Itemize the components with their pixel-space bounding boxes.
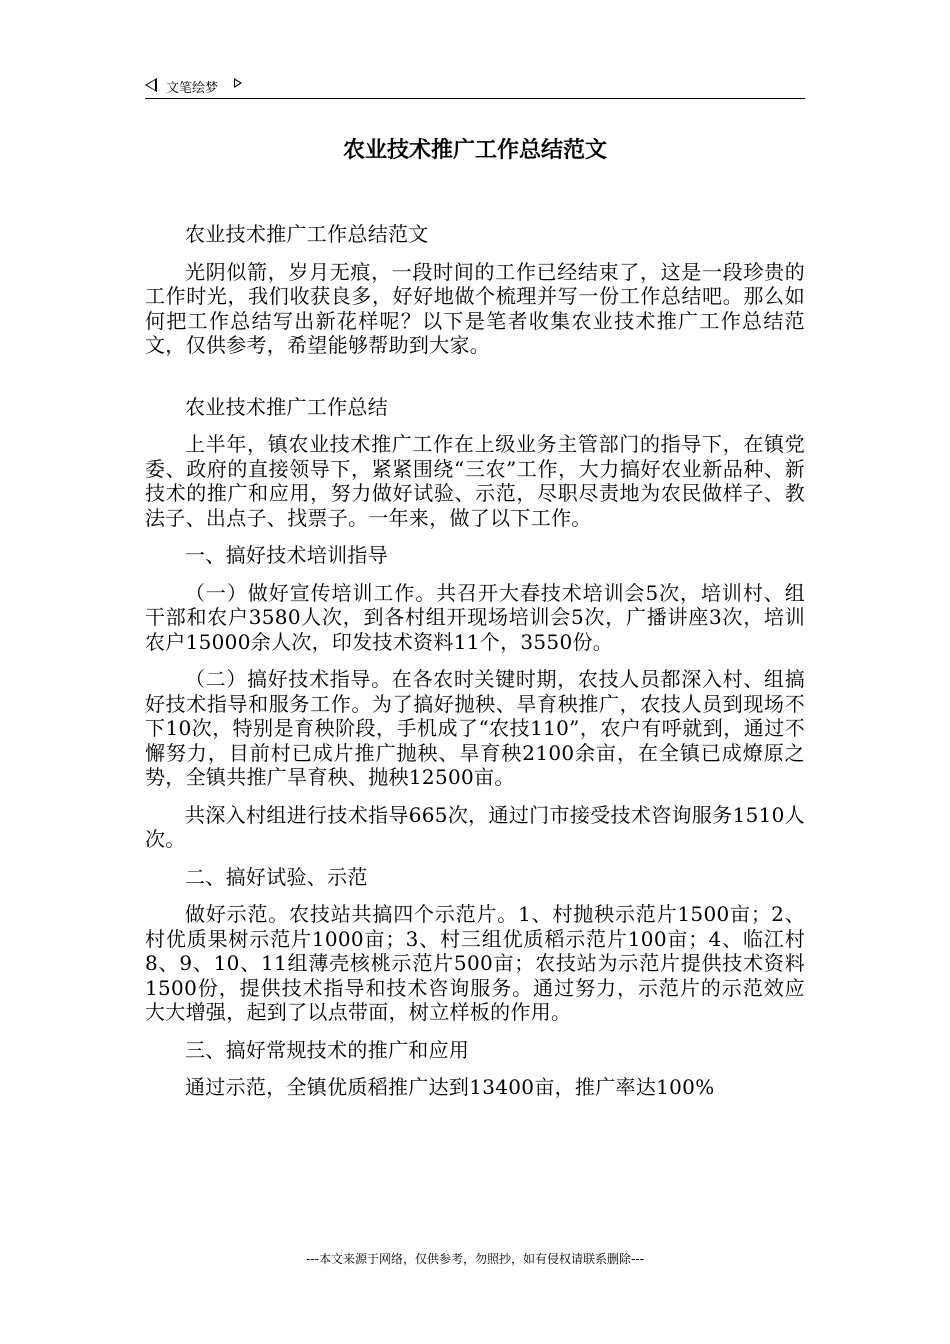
triangle-right-icon [234, 78, 242, 88]
paragraph: 农业技术推广工作总结范文 [185, 222, 429, 246]
paragraph: 共深入村组进行技术指导665次，通过门市接受技术咨询服务1510人次。 [145, 802, 805, 851]
paragraph: 通过示范，全镇优质稻推广达到13400亩，推广率达100% [185, 1075, 715, 1099]
page-header [145, 74, 805, 99]
document-body [145, 222, 805, 1113]
document-title: 农业技术推广工作总结范文 [342, 138, 607, 163]
paragraph: 做好示范。农技站共搞四个示范片。1、村抛秧示范片1500亩；2、村优质果树示范片1000亩；3、村三组优质稻示范片100亩；4、临江村8、9、10、11组薄壳核桃示范片500亩；农技站为示范片提供技术资料1500份，提供技术指导和技术咨询服务。通过努力，示范片的示范效应大大增强，起到了以点带面，树立样板的作用。 [145, 902, 805, 1024]
section-heading: 二、搞好试验、示范 [185, 864, 368, 889]
section-heading: 一、搞好技术培训指导 [185, 543, 388, 567]
section-heading: 三、搞好常规技术的推广和应用 [185, 1037, 470, 1062]
paragraph: 光阴似箭，岁月无痕，一段时间的工作已经结束了，这是一段珍贵的工作时光，我们收获良多，好好地做个梳理并写一份工作总结吧。那么如何把工作总结写出新花样呢？以下是笔者收集农业技术推广工作总结范文，仅供参考，希望能够帮助到大家。 [145, 259, 805, 357]
page-footer-notice: ---本文来源于网络，仅供参考，勿照抄，如有侵权请联系删除--- [306, 1252, 644, 1266]
paragraph: （一）做好宣传培训工作。共召开大春技术培训会5次，培训村、组干部和农户3580人次，到各村组开现场培训会5次，广播讲座3次，培训农户15000余人次，印发技术资料11个，3550份。 [145, 580, 805, 654]
paragraph: 农业技术推广工作总结 [185, 394, 388, 419]
triangle-left-icon [145, 78, 157, 92]
paragraph: 上半年，镇农业技术推广工作在上级业务主管部门的指导下，在镇党委、政府的直接领导下，紧紧围绕“三农”工作，大力搞好农业新品种、新技术的推广和应用，努力做好试验、示范，尽职尽责地为农民做样子、教法子、出点子、找票子。一年来，做了以下工作。 [145, 432, 805, 530]
paragraph: （二）搞好技术指导。在各农时关键时期，农技人员都深入村、组搞好技术指导和服务工作。为了搞好抛秧、旱育秧推广，农技人员到现场不下10次，特别是育秧阶段，手机成了“农技110”，农户有呼就到，通过不懈努力，目前村已成片推广抛秧、旱育秧2100余亩，在全镇已成燎原之势，全镇共推广旱育秧、抛秧12500亩。 [145, 667, 805, 789]
header-brand: 文笔绘梦 [166, 81, 219, 96]
